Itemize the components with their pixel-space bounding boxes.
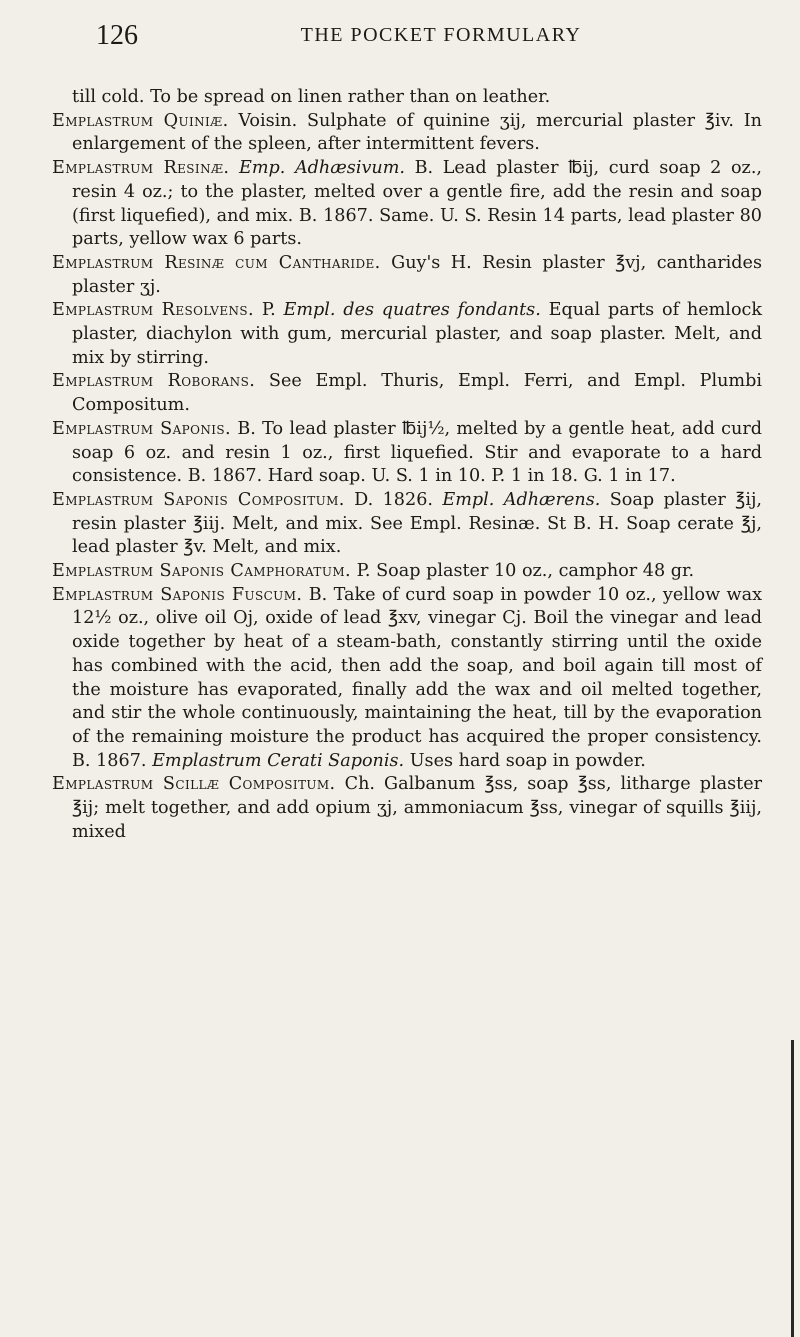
entry-term: Emplastrum Saponis. (52, 418, 232, 439)
entry-text: B. Lead plaster ℔ij, curd soap 2 oz., resin 4 oz.; to the plaster, melted over a gentle fire, add the resin and soap (first liquefied), and mix. B. 1867. Same. U. S. Resin 14 parts, lead plaster 80 parts, yellow wax 6 parts. (72, 158, 763, 250)
entry-scillae (52, 773, 762, 844)
entry-text: Resin plaster ℥vj, cantharides plaster ʒj. (72, 252, 762, 297)
entry-term: Emplastrum Quiniæ. (52, 110, 229, 131)
entry-text: Equal parts of hemlock plaster, diachylon with gum, mercurial plaster, and soap plaster. Melt, and mix by stirring. (72, 300, 763, 368)
entry-synonym: Emp. Adhæsivum. (238, 158, 406, 179)
continued-entry (52, 86, 762, 110)
entry-saponis (52, 418, 762, 489)
entry-text: Galbanum ℥ss, soap ℥ss, litharge plaster ℥ij; melt together, and add opium ʒj, ammoniacum ℥ss, vinegar of squills ℥iij, mixed (72, 774, 763, 842)
entry-term: Emplastrum Saponis Fuscum. (52, 584, 303, 605)
entry-saponis-compositum (52, 489, 762, 560)
entry-text: B. Take of curd soap in powder 10 oz., yellow wax 12½ oz., olive oil Oj, oxide of lead ℥xv, vinegar Cj. Boil the vinegar and lead oxide together by heat of a steam-bath, constantly stirring until the oxide has combined with the acid, then add the soap, and boil again till most of the moisture has evaporated, finally add the wax and oil melted together, and stir the whole continuously, maintaining the heat, till by the evaporation of the remaining moisture the product has acquired the proper consistency. B. 1867. (72, 584, 762, 771)
page-number: 126 (96, 20, 138, 51)
entry-text: Soap plaster 10 oz., camphor 48 gr. (376, 561, 695, 582)
entry-resinae-cantharide (52, 252, 762, 299)
entry-term: Emplastrum Roborans. (52, 371, 256, 392)
page-edge-rule (791, 1040, 794, 1337)
entry-synonym: Emplastrum Cerati Saponis. (152, 750, 405, 771)
entry-roborans (52, 370, 762, 417)
entry-resinae (52, 157, 762, 252)
entry-term: Emplastrum Resinæ. (52, 158, 230, 179)
entry-synonym: Empl. Adhærens. (442, 489, 601, 510)
entry-term: Emplastrum Scillæ Compositum. (52, 774, 336, 795)
entry-quiniae (52, 110, 762, 157)
entry-text-tail: Uses hard soap in powder. (409, 750, 646, 771)
entry-saponis-fuscum (52, 584, 762, 774)
entry-term: Emplastrum Resolvens. (52, 300, 255, 321)
entry-term: Emplastrum Saponis Camphoratum. (52, 561, 352, 582)
entry-text: Sulphate of quinine ʒij, mercurial plaster ℥iv. In enlargement of the spleen, after intermittent fevers. (72, 110, 763, 155)
page-header (96, 18, 786, 62)
entry-synonym: Empl. des quatres fondants. (283, 300, 541, 321)
entry-saponis-camphoratum (52, 560, 762, 584)
entry-source: D. 1826. (354, 489, 433, 510)
entry-source: Guy's H. (391, 252, 472, 273)
entry-source: Ch. (344, 774, 375, 795)
entry-text: B. To lead plaster ℔ij½, melted by a gentle heat, add curd soap 6 oz. and resin 1 oz., first liquefied. Stir and evaporate to a hard consistence. B. 1867. Hard soap. U. S. 1 in 10. P. 1 in 18. G. 1 in 17. (72, 418, 763, 487)
entry-term: Emplastrum Resinæ cum Cantharide. (52, 252, 381, 273)
entry-source: Voisin. (238, 110, 298, 131)
entry-text: Soap plaster ℥ij, resin plaster ℥iij. Melt, and mix. See Empl. Resinæ. St B. H. Soap cerate ℥j, lead plaster ℥v. Melt, and mix. (72, 489, 763, 558)
entry-source: P. (356, 561, 371, 582)
formulary-text (52, 86, 762, 845)
entry-text: See Empl. Thuris, Empl. Ferri, and Empl. Plumbi Compositum. (72, 371, 763, 416)
entry-text: till cold. To be spread on linen rather than on leather. (72, 87, 551, 107)
entry-source: P. (261, 300, 276, 321)
running-head: THE POCKET FORMULARY (300, 24, 582, 46)
entry-term: Emplastrum Saponis Compositum. (52, 489, 345, 510)
entry-resolvens (52, 299, 762, 370)
